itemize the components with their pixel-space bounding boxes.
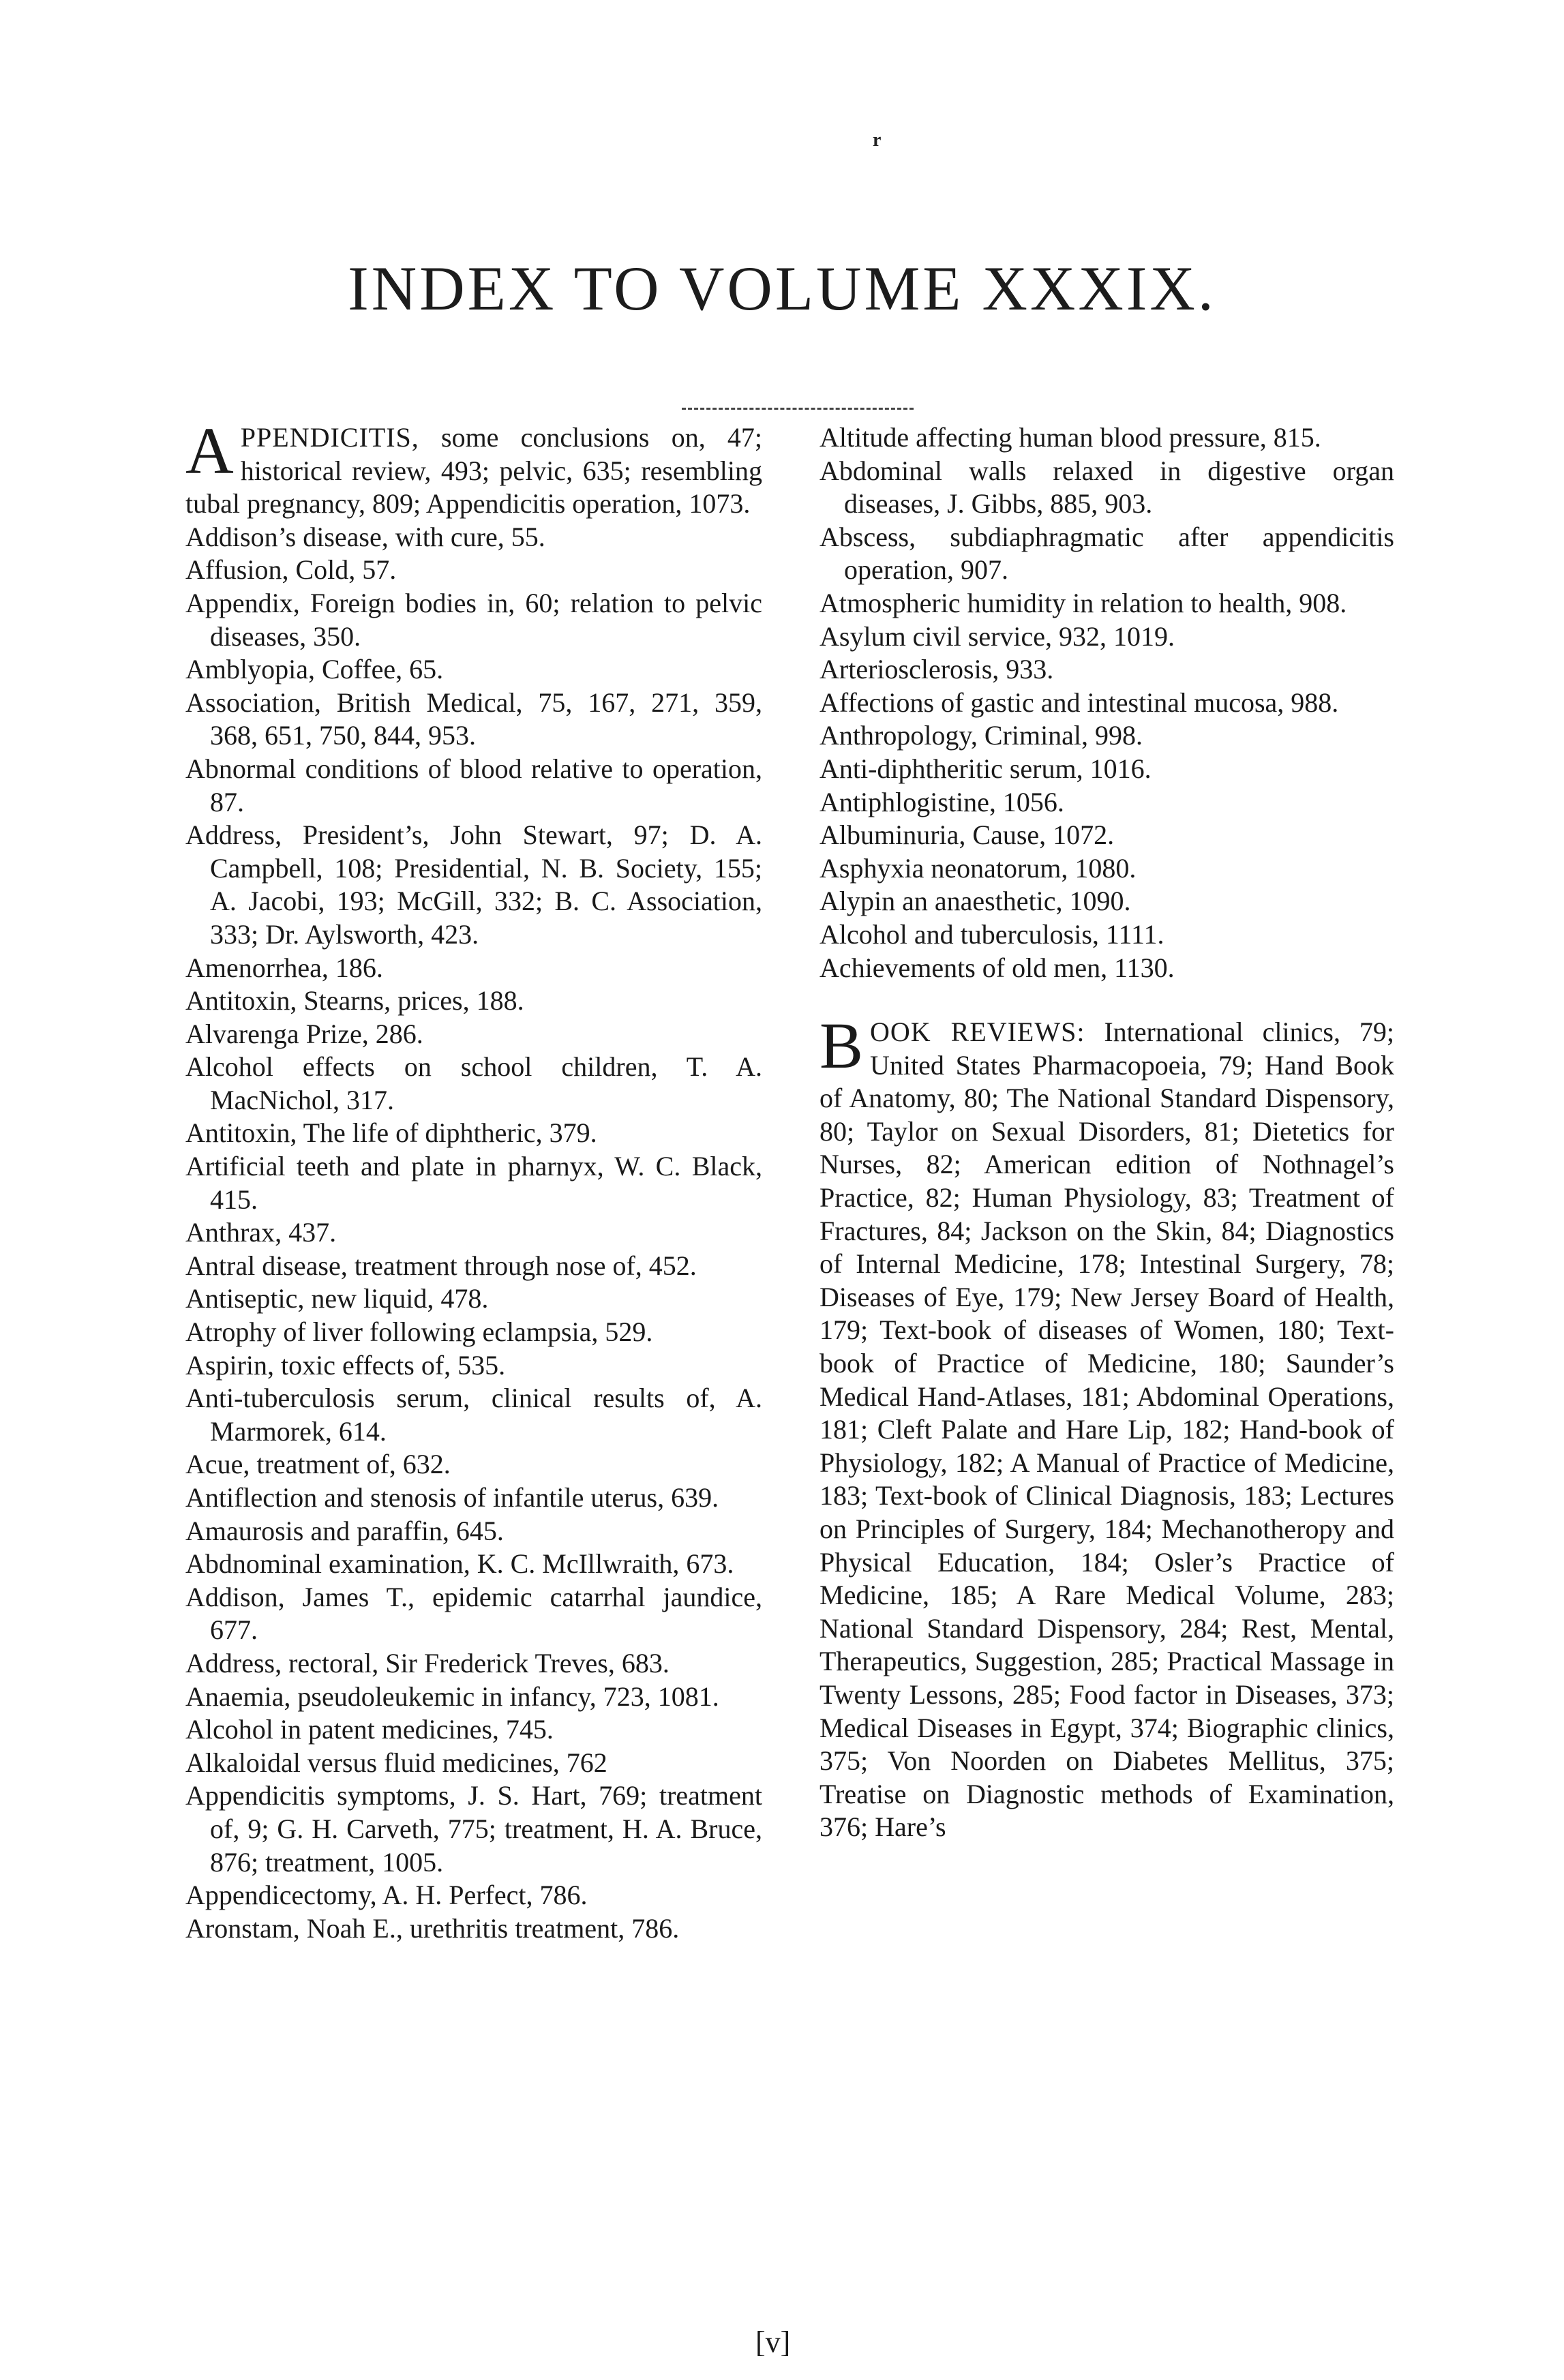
index-entry: Address, President’s, John Stewart, 97; D. A. Campbell, 108; Presidential, N. B. Society, 155; A. Jacobi, 193; McGill, 332; B. C. Association, 333; Dr. Aylsworth, 423. — [185, 819, 762, 950]
index-entry: Alypin an anaesthetic, 1090. — [819, 886, 1131, 917]
index-entry: Amenorrhea, 186. — [185, 952, 383, 983]
dropcap-letter: A — [185, 415, 234, 488]
index-entry: Affusion, Cold, 57. — [185, 554, 397, 586]
index-entry: Addison’s disease, with cure, 55. — [185, 521, 545, 552]
index-entry: Alcohol and tuberculosis, 1111. — [819, 918, 1164, 950]
index-entry: Aspirin, toxic effects of, 535. — [185, 1349, 506, 1381]
index-entry: Appendicectomy, A. H. Perfect, 786. — [185, 1880, 588, 1911]
index-entry: Anaemia, pseudoleukemic in infancy, 723, 1081. — [185, 1681, 719, 1712]
entry-heading: PPENDICITIS, — [240, 422, 419, 453]
index-entry: Abscess, subdiaphragmatic after appendicitis operation, 907. — [819, 521, 1394, 586]
page-number: [v] — [755, 2325, 791, 2359]
index-entry: Amaurosis and paraffin, 645. — [185, 1515, 504, 1546]
index-entry: Alvarenga Prize, 286. — [185, 1018, 423, 1049]
index-entry-book-reviews — [819, 1009, 1394, 1844]
index-entry: Antitoxin, Stearns, prices, 188. — [185, 985, 524, 1016]
right-column — [819, 421, 1394, 1844]
index-entry: Antral disease, treatment through nose of, 452. — [185, 1250, 697, 1281]
index-entry: Addison, James T., epidemic catarrhal jaundice, 677. — [185, 1581, 762, 1646]
index-entry: Alcohol effects on school children, T. A. MacNichol, 317. — [185, 1051, 762, 1115]
index-entry: Artificial teeth and plate in pharnyx, W. C. Black, 415. — [185, 1151, 762, 1215]
left-entry-list — [185, 521, 762, 1946]
index-entry: Association, British Medical, 75, 167, 271, 359, 368, 651, 750, 844, 953. — [185, 687, 762, 751]
entry-text: some conclusions on, 47; historical review, 493; pelvic, 635; resembling tubal pregnancy, 809; Appendicitis operation, 1073. — [185, 422, 762, 519]
printer-mark: r — [873, 130, 882, 151]
section-gap — [819, 984, 1394, 1016]
index-entry: Appendix, Foreign bodies in, 60; relation to pelvic diseases, 350. — [185, 587, 762, 652]
index-entry: Anthrax, 437. — [185, 1217, 337, 1248]
index-entry: Anthropology, Criminal, 998. — [819, 720, 1143, 751]
index-entry: Arteriosclerosis, 933. — [819, 654, 1054, 685]
index-entry: Aronstam, Noah E., urethritis treatment, 786. — [185, 1912, 680, 1944]
index-entry: Anti-diphtheritic serum, 1016. — [819, 753, 1152, 784]
index-entry: Achievements of old men, 1130. — [819, 952, 1175, 983]
index-entry: Antiphlogistine, 1056. — [819, 786, 1064, 817]
index-entry: Abdominal walls relaxed in digestive organ diseases, J. Gibbs, 885, 903. — [819, 455, 1394, 519]
index-entry: Appendicitis symptoms, J. S. Hart, 769; treatment of, 9; G. H. Carveth, 775; treatment, H. A. Bruce, 876; treatment, 1005. — [185, 1780, 762, 1878]
index-entry: Asphyxia neonatorum, 1080. — [819, 852, 1137, 884]
index-entry: Altitude affecting human blood pressure, 815. — [819, 422, 1321, 453]
entry-heading: OOK REVIEWS: — [870, 1016, 1085, 1048]
index-entry: Albuminuria, Cause, 1072. — [819, 819, 1115, 851]
index-entry: Antiseptic, new liquid, 478. — [185, 1283, 489, 1314]
left-column — [185, 415, 762, 1945]
index-entry: Acue, treatment of, 632. — [185, 1449, 451, 1480]
index-entry: Abdnominal examination, K. C. McIllwraith, 673. — [185, 1548, 734, 1580]
index-entry: Amblyopia, Coffee, 65. — [185, 654, 444, 685]
index-entry: Alcohol in patent medicines, 745. — [185, 1714, 554, 1745]
index-entry: Affections of gastic and intestinal mucosa, 988. — [819, 687, 1339, 718]
title-divider — [682, 408, 914, 410]
index-entry: Antiflection and stenosis of infantile uterus, 639. — [185, 1482, 719, 1513]
index-entry: Antitoxin, The life of diphtheric, 379. — [185, 1117, 597, 1149]
right-entry-list — [819, 421, 1394, 984]
page-title: INDEX TO VOLUME XXXIX. — [348, 254, 1216, 323]
entry-text: International clinics, 79; United States Pharmacopoeia, 79; Hand Book of Anatomy, 80; The National Standard Dispensory, 80; Taylor on Sexual Disorders, 81; Dietetics for Nurses, 82; American edition of Nothnagel’s Practice, 82; Human Physiology, 83; Treatment of Fractures, 84; Jackson on the Skin, 84; Diagnostics of Internal Medicine, 178; Intestinal Surgery, 78; Diseases of Eye, 179; New Jersey Board of Health, 179; Text-book of diseases of Women, 180; Text-book of Practice of Medicine, 180; Saunder’s Medical Hand-Atlases, 181; Abdominal Operations, 181; Cleft Palate and Hare Lip, 182; Hand-book of Physiology, 182; A Manual of Practice of Medicine, 183; Text-book of Clinical Diagnosis, 183; Lectures on Principles of Surgery, 184; Mechanotheropy and Physical Education, 184; Osler’s Practice of Medicine, 185; A Rare Medical Volume, 283; National Standard Dispensory, 284; Rest, Mental, Therapeutics, Suggestion, 285; Practical Massage in Twenty Lessons, 285; Food factor in Diseases, 373; Medical Diseases in Egypt, 374; Biographic clinics, 375; Von Noorden on Diabetes Mellitus, 375; Treatise on Diagnostic methods of Examination, 376; Hare’s — [819, 1016, 1394, 1843]
index-entry: Asylum civil service, 932, 1019. — [819, 620, 1175, 652]
index-entry: Address, rectoral, Sir Frederick Treves, 683. — [185, 1647, 670, 1678]
dropcap-letter: B — [819, 1009, 864, 1083]
index-entry-appendicitis — [185, 415, 762, 521]
index-entry: Atrophy of liver following eclampsia, 529. — [185, 1316, 653, 1348]
index-entry: Alkaloidal versus fluid medicines, 762 — [185, 1747, 607, 1778]
index-entry: Anti-tuberculosis serum, clinical results of, A. Marmorek, 614. — [185, 1383, 762, 1447]
index-entry: Abnormal conditions of blood relative to operation, 87. — [185, 753, 762, 817]
index-entry: Atmospheric humidity in relation to health, 908. — [819, 587, 1347, 618]
